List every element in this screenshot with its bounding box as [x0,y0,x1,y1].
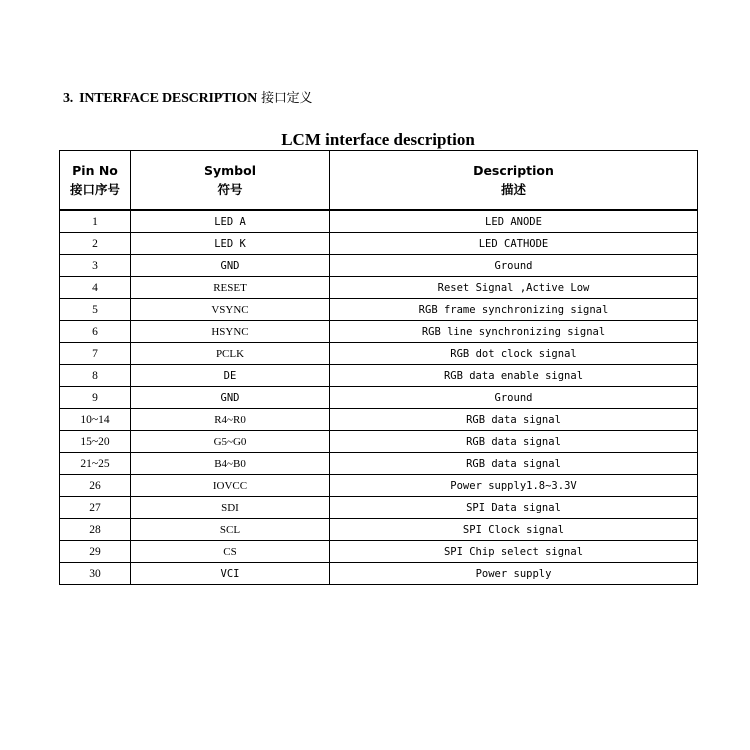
pin-number: 1 [60,210,131,233]
pin-symbol: G5~G0 [131,431,330,453]
pin-symbol: SCL [131,519,330,541]
pin-number: 8 [60,365,131,387]
pin-number: 30 [60,563,131,585]
pin-description: LED CATHODE [330,233,698,255]
pin-description: Reset Signal ,Active Low [330,277,698,299]
header-symbol [131,151,330,211]
table-row [60,387,698,409]
header-description [330,151,698,211]
pin-description: RGB data signal [330,431,698,453]
table-row [60,343,698,365]
pin-number: 4 [60,277,131,299]
pin-description: LED ANODE [330,210,698,233]
table-header-row [60,151,698,211]
pin-description: Power supply [330,563,698,585]
table-title: LCM interface description [281,130,475,149]
pin-symbol: LED A [131,210,330,233]
pin-number: 15~20 [60,431,131,453]
pin-description: SPI Data signal [330,497,698,519]
pin-number: 6 [60,321,131,343]
pin-description: SPI Chip select signal [330,541,698,563]
pin-number: 10~14 [60,409,131,431]
pin-symbol: PCLK [131,343,330,365]
pin-symbol: B4~B0 [131,453,330,475]
pin-description: RGB data signal [330,409,698,431]
header-pin-zh: 接口序号 [69,182,120,197]
table-row [60,497,698,519]
pin-symbol: VSYNC [131,299,330,321]
pin-symbol: RESET [131,277,330,299]
table-row [60,541,698,563]
pin-number: 2 [60,233,131,255]
section-number: 3. [63,91,74,106]
pin-number: 27 [60,497,131,519]
pin-symbol: CS [131,541,330,563]
table-row [60,475,698,497]
pin-description: RGB dot clock signal [330,343,698,365]
header-desc-en: Description [473,163,554,178]
pin-description: RGB data enable signal [330,365,698,387]
table-row [60,409,698,431]
header-pin-no [60,151,131,211]
table-row [60,365,698,387]
table-row [60,255,698,277]
table-row [60,210,698,233]
pin-number: 29 [60,541,131,563]
pin-description: SPI Clock signal [330,519,698,541]
section-title: INTERFACE DESCRIPTION [79,91,258,106]
pin-symbol: HSYNC [131,321,330,343]
table-row [60,453,698,475]
table-row [60,519,698,541]
table-row [60,563,698,585]
pin-symbol: GND [131,387,330,409]
table-row [60,277,698,299]
table-row [60,233,698,255]
pin-description: RGB data signal [330,453,698,475]
pin-number: 7 [60,343,131,365]
pin-number: 3 [60,255,131,277]
section-title-zh: 接口定义 [261,91,313,106]
pin-description: RGB frame synchronizing signal [330,299,698,321]
pin-symbol: DE [131,365,330,387]
pin-symbol: GND [131,255,330,277]
interface-table [59,150,698,585]
pin-symbol: VCI [131,563,330,585]
header-symbol-zh: 符号 [217,182,243,197]
pin-symbol: IOVCC [131,475,330,497]
pin-symbol: SDI [131,497,330,519]
pin-description: RGB line synchronizing signal [330,321,698,343]
pin-symbol: LED K [131,233,330,255]
pin-number: 26 [60,475,131,497]
section-heading [63,87,312,107]
pin-number: 9 [60,387,131,409]
table-row [60,321,698,343]
pin-symbol: R4~R0 [131,409,330,431]
pin-number: 28 [60,519,131,541]
pin-number: 5 [60,299,131,321]
header-desc-zh: 描述 [500,182,526,197]
header-symbol-en: Symbol [204,163,256,178]
table-row [60,299,698,321]
pin-description: Power supply1.8~3.3V [330,475,698,497]
pin-description: Ground [330,255,698,277]
pin-description: Ground [330,387,698,409]
pin-number: 21~25 [60,453,131,475]
table-row [60,431,698,453]
header-pin-en: Pin No [72,163,118,178]
